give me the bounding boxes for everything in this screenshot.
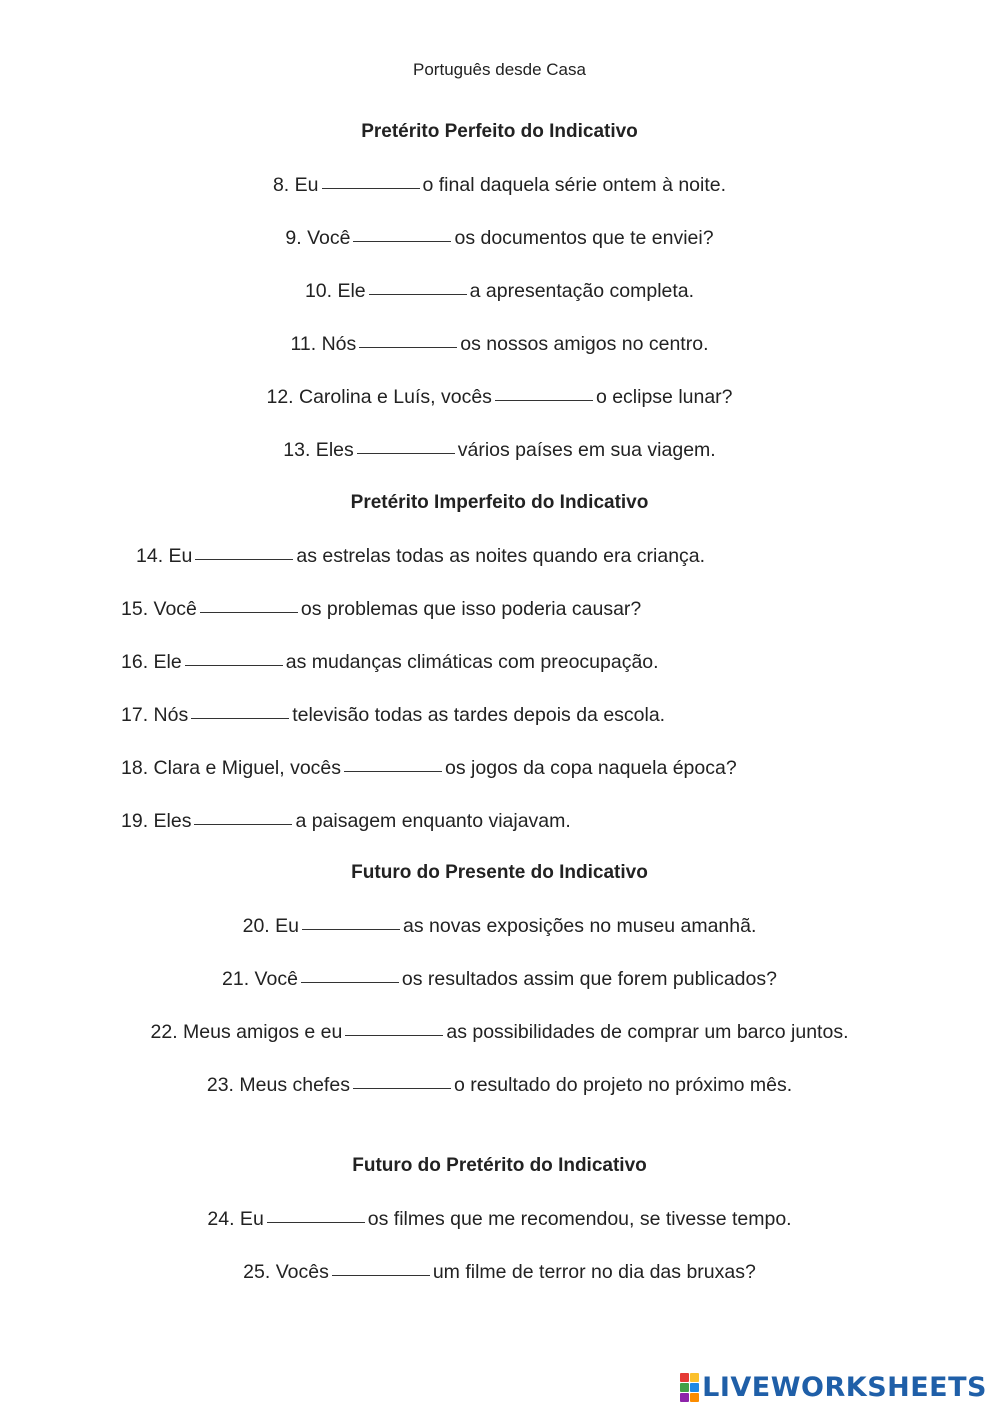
answer-blank[interactable] [301, 981, 399, 983]
item-prefix: 16. Ele [121, 651, 182, 673]
logo-tile [690, 1393, 699, 1402]
answer-blank[interactable] [194, 823, 292, 825]
item-prefix: 20. Eu [242, 915, 299, 937]
section-heading-futuro-do-presente: Futuro do Presente do Indicativo [351, 862, 648, 883]
item-suffix: o eclipse lunar? [595, 386, 733, 408]
answer-blank[interactable] [267, 1221, 365, 1223]
answer-blank[interactable] [359, 346, 457, 348]
item-suffix: os problemas que isso poderia causar? [300, 598, 642, 620]
answer-blank[interactable] [344, 770, 442, 772]
exercise-item-12 [0, 386, 999, 409]
exercise-item-13 [0, 439, 999, 462]
section-heading-preterito-imperfeito: Pretérito Imperfeito do Indicativo [350, 492, 649, 513]
item-suffix: as novas exposições no museu amanhã. [403, 915, 757, 937]
item-prefix: 11. Nós [290, 333, 357, 355]
answer-blank[interactable] [495, 399, 593, 401]
item-prefix: 23. Meus chefes [206, 1074, 350, 1096]
item-prefix: 9. Você [285, 227, 351, 249]
item-suffix: as possibilidades de comprar um barco juntos. [446, 1021, 849, 1043]
exercise-item-24 [0, 1208, 999, 1231]
logo-tile [680, 1373, 689, 1382]
logo-tile [680, 1393, 689, 1402]
item-prefix: 18. Clara e Miguel, vocês [121, 757, 342, 779]
item-prefix: 10. Ele [304, 280, 366, 302]
logo-tile [690, 1383, 699, 1392]
exercise-item-21 [0, 968, 999, 991]
page-header-title: Português desde Casa [413, 60, 586, 79]
exercise-item-20 [0, 915, 999, 938]
exercise-item-18 [121, 757, 737, 780]
item-suffix: os documentos que te enviei? [454, 227, 714, 249]
exercise-item-10 [0, 280, 999, 303]
answer-blank[interactable] [332, 1274, 430, 1276]
liveworksheets-logo-text: LIVEWORKSHEETS [702, 1371, 987, 1403]
liveworksheets-logo[interactable] [680, 1372, 987, 1402]
answer-blank[interactable] [200, 611, 298, 613]
item-suffix: os filmes que me recomendou, se tivesse tempo. [367, 1208, 792, 1230]
item-prefix: 8. Eu [272, 174, 319, 196]
item-suffix: um filme de terror no dia das bruxas? [432, 1261, 756, 1283]
logo-tile [690, 1373, 699, 1382]
exercise-item-17 [121, 704, 665, 727]
answer-blank[interactable] [357, 452, 455, 454]
exercise-item-19 [121, 810, 571, 833]
item-suffix: a apresentação completa. [469, 280, 695, 302]
answer-blank[interactable] [353, 1087, 451, 1089]
section-heading-preterito-perfeito: Pretérito Perfeito do Indicativo [361, 121, 638, 142]
item-prefix: 17. Nós [121, 704, 189, 726]
answer-blank[interactable] [185, 664, 283, 666]
item-suffix: as estrelas todas as noites quando era criança. [296, 545, 706, 567]
item-prefix: 19. Eles [121, 810, 192, 832]
item-suffix: os nossos amigos no centro. [460, 333, 709, 355]
item-prefix: 14. Eu [136, 545, 193, 567]
exercise-item-14 [136, 545, 705, 568]
exercise-item-22 [0, 1021, 999, 1044]
item-prefix: 12. Carolina e Luís, vocês [266, 386, 492, 408]
exercise-item-9 [0, 227, 999, 250]
liveworksheets-logo-icon [680, 1373, 699, 1402]
item-suffix: as mudanças climáticas com preocupação. [285, 651, 659, 673]
item-prefix: 15. Você [121, 598, 197, 620]
item-suffix: os resultados assim que forem publicados? [401, 968, 777, 990]
exercise-item-11 [0, 333, 999, 356]
item-suffix: vários países em sua viagem. [457, 439, 716, 461]
item-prefix: 13. Eles [283, 439, 354, 461]
answer-blank[interactable] [369, 293, 467, 295]
item-suffix: o resultado do projeto no próximo mês. [453, 1074, 793, 1096]
answer-blank[interactable] [322, 187, 420, 189]
item-prefix: 24. Eu [207, 1208, 264, 1230]
exercise-item-16 [121, 651, 659, 674]
item-prefix: 21. Você [222, 968, 298, 990]
exercise-item-8 [0, 174, 999, 197]
item-suffix: a paisagem enquanto viajavam. [295, 810, 571, 832]
answer-blank[interactable] [191, 717, 289, 719]
exercise-item-25 [0, 1261, 999, 1284]
section-heading-futuro-do-preterito: Futuro do Pretérito do Indicativo [352, 1155, 647, 1176]
answer-blank[interactable] [302, 928, 400, 930]
logo-tile [680, 1383, 689, 1392]
exercise-item-23 [0, 1074, 999, 1097]
item-suffix: os jogos da copa naquela época? [445, 757, 737, 779]
exercise-item-15 [121, 598, 641, 621]
answer-blank[interactable] [345, 1034, 443, 1036]
item-suffix: o final daquela série ontem à noite. [422, 174, 727, 196]
item-prefix: 22. Meus amigos e eu [150, 1021, 343, 1043]
item-prefix: 25. Vocês [243, 1261, 329, 1283]
item-suffix: televisão todas as tardes depois da escola. [292, 704, 666, 726]
answer-blank[interactable] [353, 240, 451, 242]
answer-blank[interactable] [195, 558, 293, 560]
